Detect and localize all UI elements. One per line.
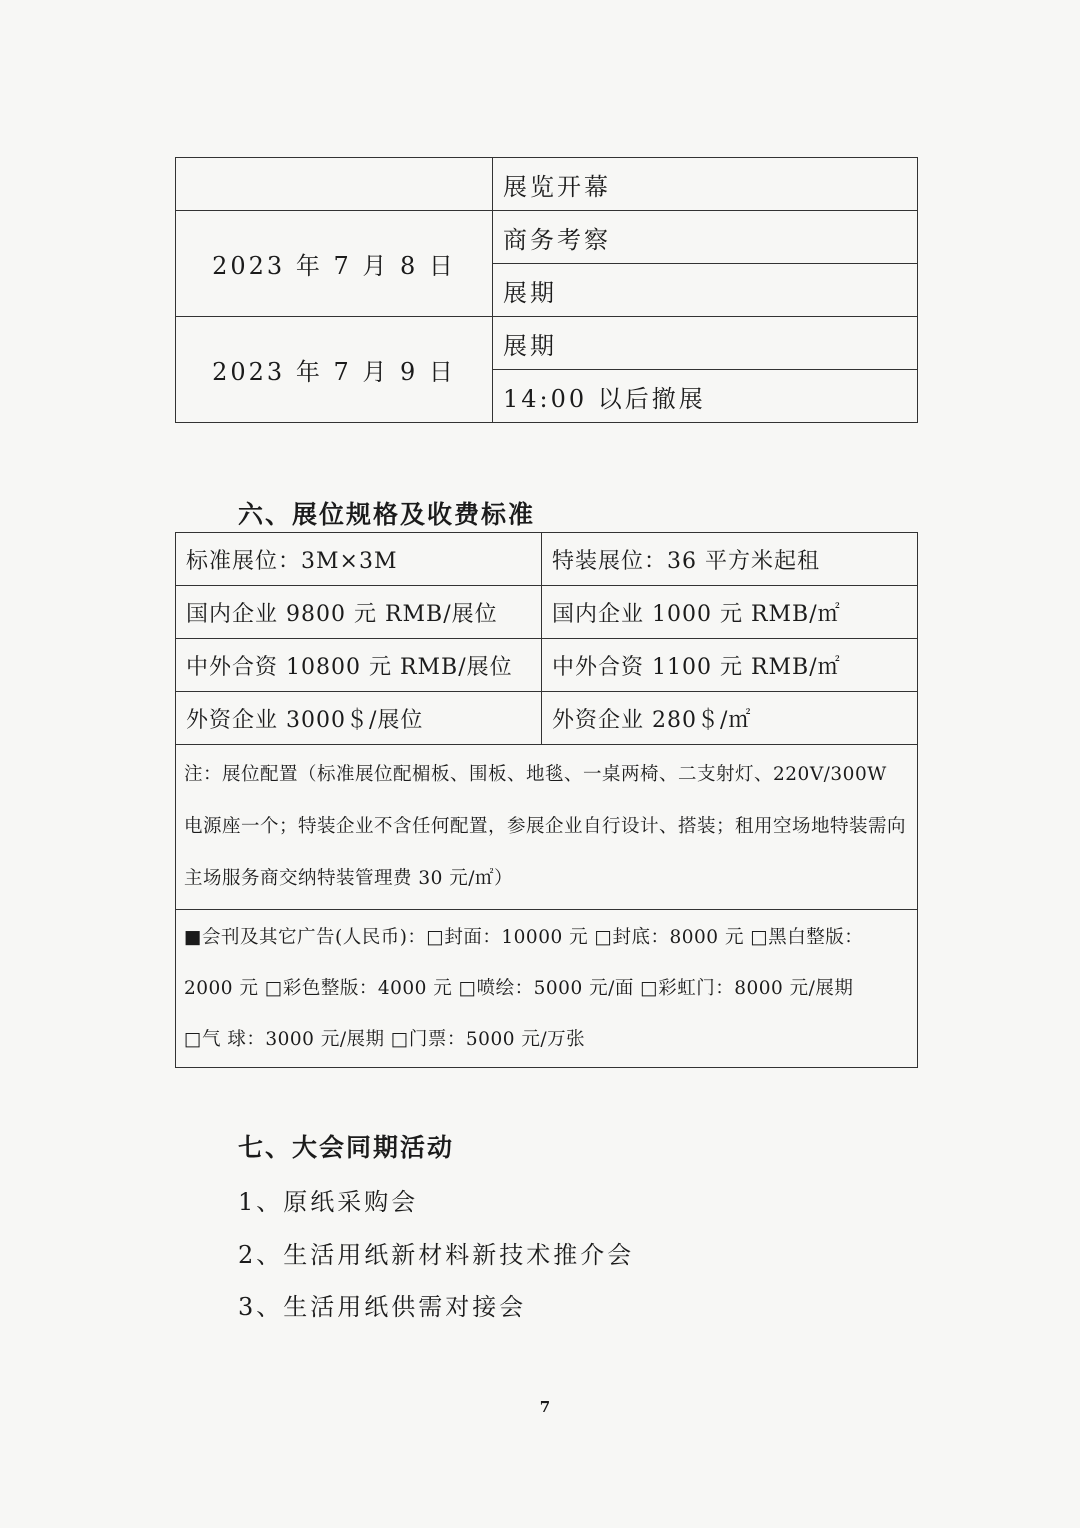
- schedule-item: 商务考察: [493, 211, 918, 264]
- fee-cell: 中外合资 10800 元 RMB/展位: [176, 639, 542, 692]
- fee-cell: 外资企业 280＄/㎡: [542, 692, 918, 745]
- list-item: 3、生活用纸供需对接会: [238, 1293, 527, 1321]
- schedule-table: [175, 157, 918, 423]
- table-row: [176, 639, 918, 692]
- table-row: [176, 692, 918, 745]
- fee-cell: 国内企业 9800 元 RMB/展位: [176, 586, 542, 639]
- fee-table: [175, 532, 918, 1068]
- schedule-item: 展期: [493, 264, 918, 317]
- table-row: [176, 910, 918, 1068]
- table-row: [176, 745, 918, 910]
- schedule-item: 14:00 以后撤展: [493, 370, 918, 423]
- fee-cell: 外资企业 3000＄/展位: [176, 692, 542, 745]
- advertising-prices: [176, 910, 918, 1068]
- ads-line: 2000 元 □彩色整版：4000 元 □喷绘：5000 元/面 □彩虹门：8000 元/展期: [184, 978, 854, 999]
- ads-line: ■会刊及其它广告(人民币)：□封面：10000 元 □封底：8000 元 □黑白整版：: [184, 927, 864, 948]
- table-row: [176, 211, 918, 264]
- fee-cell: 中外合资 1100 元 RMB/㎡: [542, 639, 918, 692]
- section-heading-booth-fees: 六、展位规格及收费标准: [238, 500, 536, 529]
- schedule-item: 展览开幕: [493, 158, 918, 211]
- table-row: [176, 533, 918, 586]
- table-row: [176, 158, 918, 211]
- page-number: 7: [539, 1398, 551, 1416]
- schedule-date-cell: [176, 158, 493, 211]
- fee-cell: 特装展位：36 平方米起租: [542, 533, 918, 586]
- fee-cell: 国内企业 1000 元 RMB/㎡: [542, 586, 918, 639]
- section-heading-activities: 七、大会同期活动: [238, 1133, 455, 1162]
- table-row: [176, 586, 918, 639]
- table-row: [176, 317, 918, 370]
- booth-config-note: 注：展位配置（标准展位配楣板、围板、地毯、一桌两椅、二支射灯、220V/300W 电源座一个；特装企业不含任何配置，参展企业自行设计、搭装；租用空场地特装需向主场服务商交纳特装管理费 30 元/㎡）: [176, 745, 918, 910]
- schedule-item: 展期: [493, 317, 918, 370]
- schedule-date-cell: 2023 年 7 月 8 日: [176, 211, 493, 317]
- schedule-date-cell: 2023 年 7 月 9 日: [176, 317, 493, 423]
- list-item: 2、生活用纸新材料新技术推介会: [238, 1241, 635, 1269]
- ads-line: □气 球：3000 元/展期 □门票：5000 元/万张: [184, 1029, 586, 1050]
- fee-cell: 标准展位：3M×3M: [176, 533, 542, 586]
- list-item: 1、原纸采购会: [238, 1188, 419, 1216]
